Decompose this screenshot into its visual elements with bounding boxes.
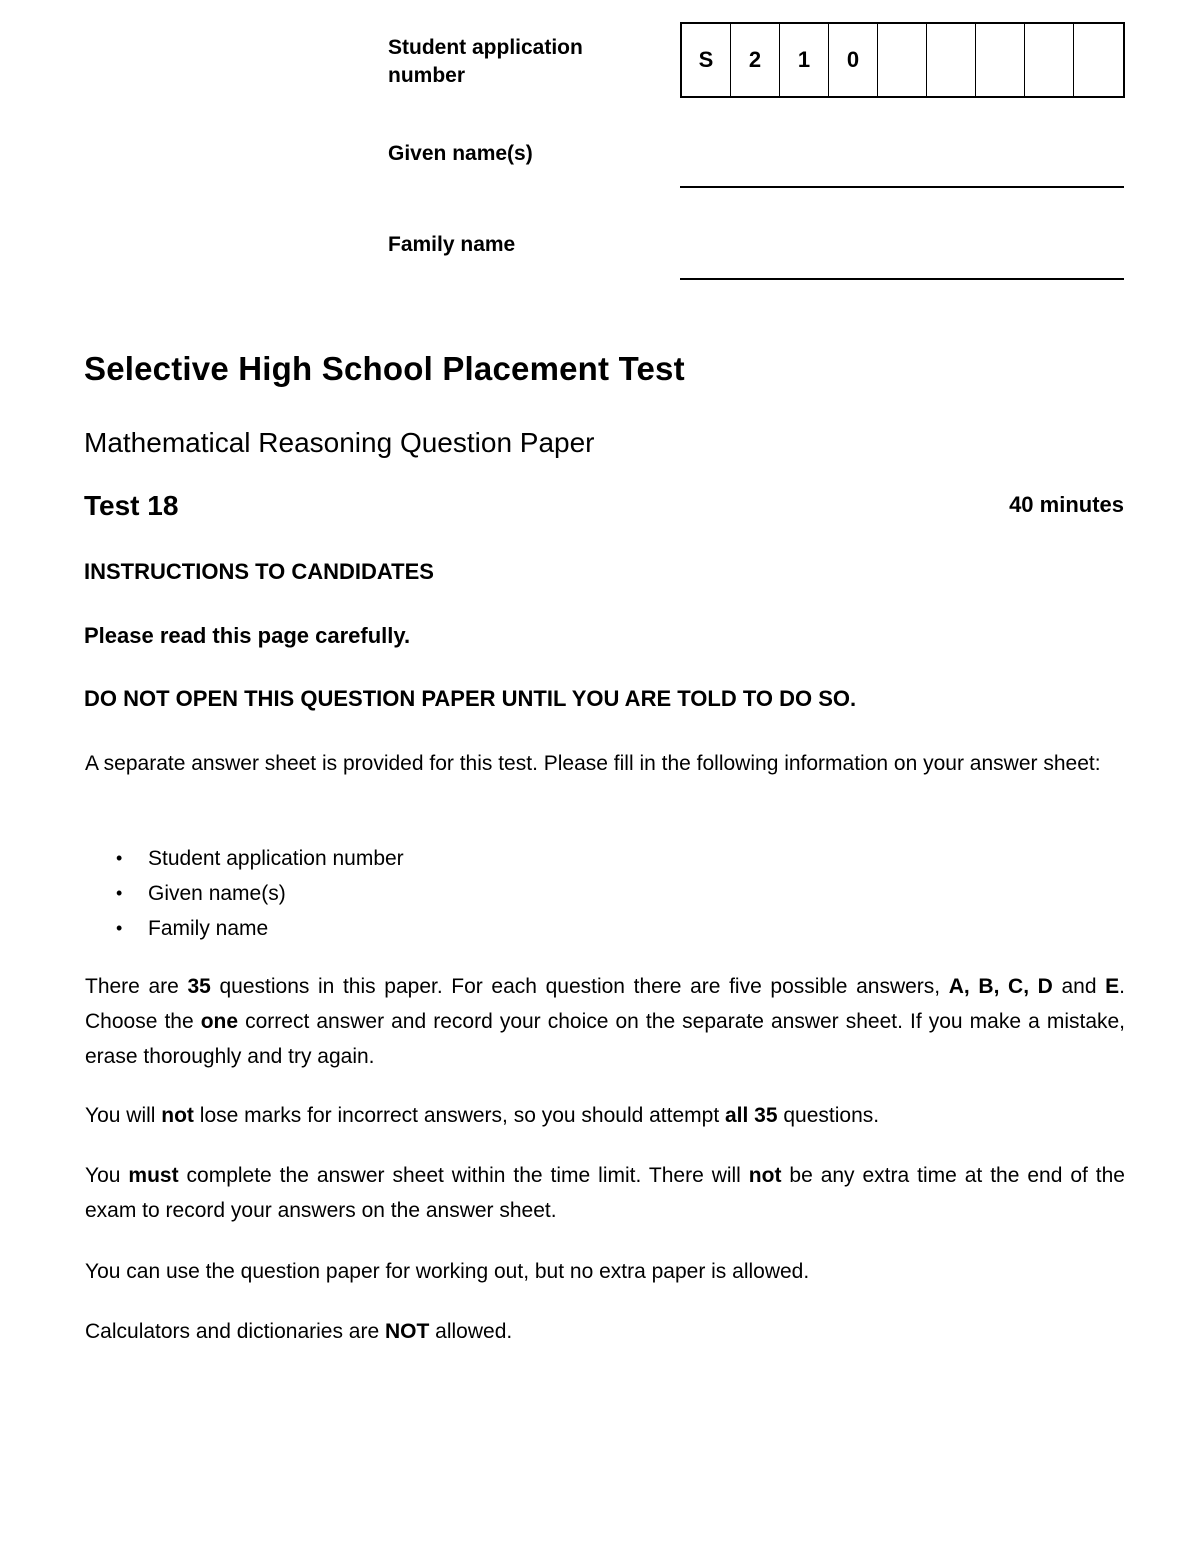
- emphasis-not: NOT: [385, 1320, 430, 1343]
- paper-subtitle: Mathematical Reasoning Question Paper: [84, 427, 595, 458]
- emphasis-not: not: [748, 1164, 782, 1187]
- digit-box-3[interactable]: 1: [780, 24, 829, 96]
- list-item: • Family name: [112, 911, 404, 946]
- option-e: E: [1105, 975, 1120, 998]
- working-out-paragraph: You can use the question paper for working out, but no extra paper is allowed.: [85, 1260, 810, 1283]
- text-span: allowed.: [429, 1320, 513, 1343]
- marks-paragraph: [85, 1098, 1125, 1133]
- list-item: • Student application number: [112, 841, 404, 876]
- digit-box-7[interactable]: [976, 24, 1025, 96]
- text-span: There are: [85, 975, 188, 998]
- text-span: questions.: [777, 1104, 880, 1127]
- read-carefully-note: Please read this page carefully.: [84, 623, 411, 648]
- application-number-boxes[interactable]: [680, 22, 1125, 98]
- list-item: • Given name(s): [112, 876, 404, 911]
- text-span: You will: [85, 1104, 162, 1127]
- questions-paragraph: [85, 969, 1125, 1074]
- emphasis-must: must: [128, 1164, 179, 1187]
- option-b: B: [978, 975, 994, 998]
- emphasis-not: not: [161, 1104, 194, 1127]
- text-span: . Choose the: [85, 975, 1126, 1033]
- option-c: C: [1008, 975, 1024, 998]
- text-span: You: [85, 1164, 129, 1187]
- time-limit-paragraph: [85, 1158, 1125, 1228]
- option-a: A: [948, 975, 964, 998]
- separator: ,: [963, 975, 979, 998]
- text-span: questions in this paper. For each question there are five possible answers,: [210, 975, 949, 998]
- do-not-open-warning: DO NOT OPEN THIS QUESTION PAPER UNTIL YOU ARE TOLD TO DO SO.: [84, 686, 857, 711]
- digit-box-9[interactable]: [1074, 24, 1123, 96]
- digit-box-1[interactable]: S: [682, 24, 731, 96]
- digit-box-2[interactable]: 2: [731, 24, 780, 96]
- answer-sheet-paragraph: A separate answer sheet is provided for this test. Please fill in the following information on your answer sheet:: [85, 752, 1101, 775]
- text-span: lose marks for incorrect answers, so you should attempt: [193, 1104, 725, 1127]
- text-span: complete the answer sheet within the time limit. There will: [178, 1164, 749, 1187]
- digit-box-8[interactable]: [1025, 24, 1074, 96]
- separator: ,: [1023, 975, 1038, 998]
- given-name-label: Given name(s): [388, 142, 533, 165]
- test-duration: 40 minutes: [1009, 492, 1124, 517]
- answer-sheet-fields-list: [112, 841, 404, 946]
- digit-box-4[interactable]: 0: [829, 24, 878, 96]
- question-count: 35: [187, 975, 211, 998]
- option-d: D: [1037, 975, 1053, 998]
- application-number-label: Student application number: [388, 36, 583, 87]
- text-span: Calculators and dictionaries are: [85, 1320, 385, 1343]
- calculators-paragraph: [85, 1314, 1125, 1349]
- text-span: and: [1052, 975, 1106, 998]
- given-name-line[interactable]: [680, 186, 1124, 188]
- separator: ,: [993, 975, 1009, 998]
- text-span: correct answer and record your choice on the separate answer sheet. If you make a mistake, erase thoroughly and try again.: [85, 1010, 1126, 1068]
- emphasis-one: one: [200, 1010, 239, 1033]
- test-number: Test 18: [84, 490, 179, 521]
- page-title: Selective High School Placement Test: [84, 350, 685, 387]
- family-name-line[interactable]: [680, 278, 1124, 280]
- family-name-label: Family name: [388, 233, 516, 256]
- digit-box-6[interactable]: [927, 24, 976, 96]
- digit-box-5[interactable]: [878, 24, 927, 96]
- text-span: be any extra time at the end of the exam to record your answers on the answer sheet.: [85, 1164, 1125, 1222]
- emphasis-all-35: all 35: [725, 1104, 778, 1127]
- instructions-heading: INSTRUCTIONS TO CANDIDATES: [84, 559, 434, 584]
